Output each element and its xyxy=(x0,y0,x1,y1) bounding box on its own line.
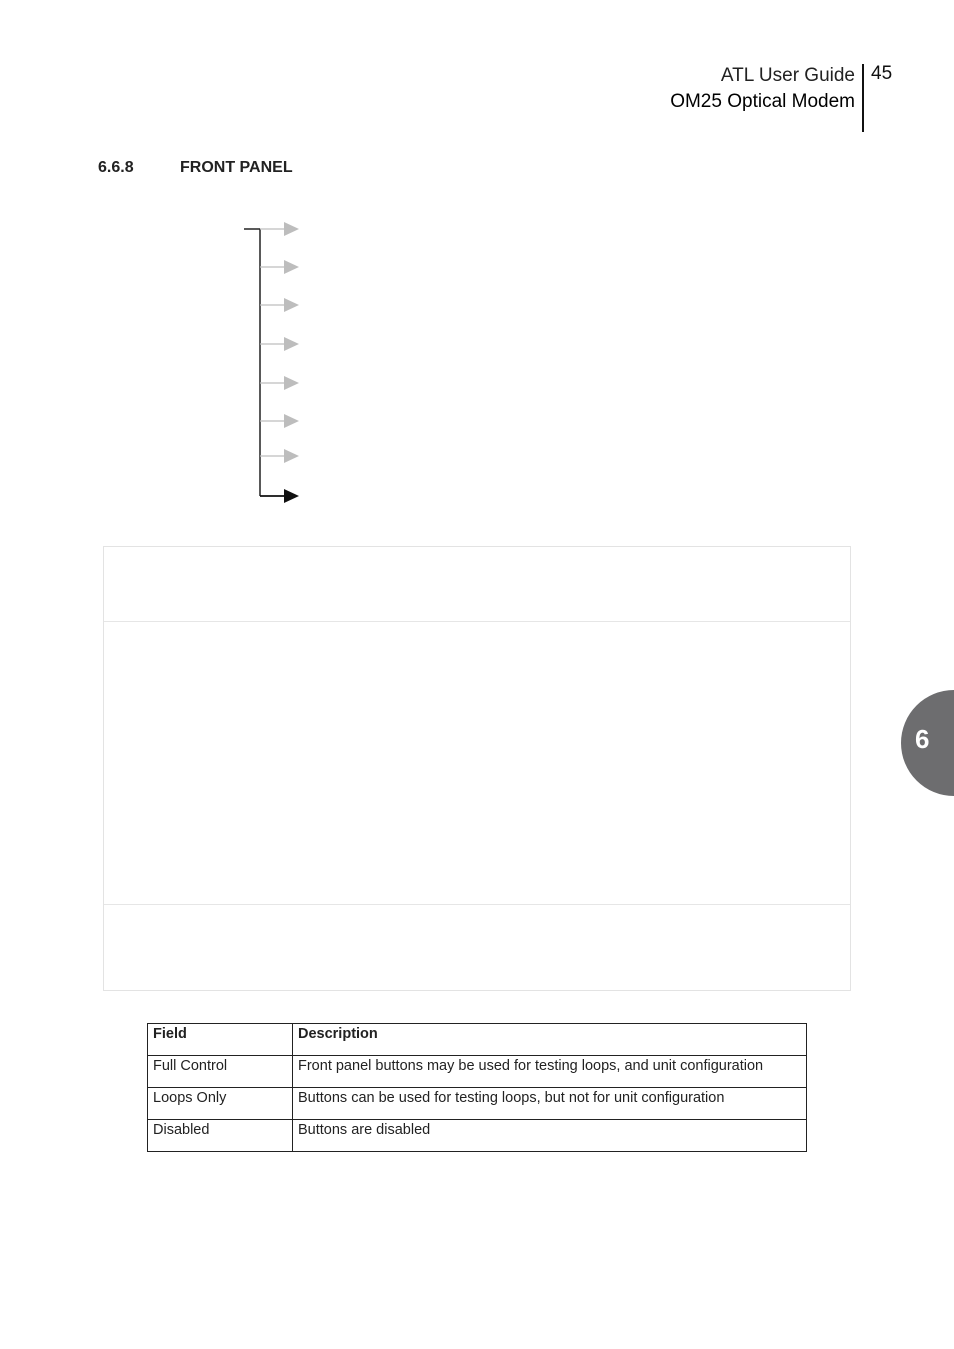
section-title: FRONT PANEL xyxy=(180,159,293,176)
field-cell: Full Control xyxy=(148,1056,293,1088)
page-number: 45 xyxy=(871,63,893,84)
menu-tree-diagram xyxy=(0,0,320,520)
table-row xyxy=(148,1088,807,1120)
field-description-table xyxy=(147,1023,807,1152)
description-cell: Buttons can be used for testing loops, but not for unit configuration xyxy=(293,1088,807,1120)
menu-branch-arrow-7 xyxy=(260,449,299,463)
chapter-tab-number: 6 xyxy=(915,724,930,754)
column-header-field: Field xyxy=(148,1024,293,1056)
menu-branch-arrow-2 xyxy=(260,260,299,274)
menu-branch-arrow-3 xyxy=(260,298,299,312)
chapter-tab xyxy=(901,690,954,796)
menu-branch-arrow-1 xyxy=(260,222,299,236)
header-divider xyxy=(862,64,864,132)
field-cell: Loops Only xyxy=(148,1088,293,1120)
field-cell: Disabled xyxy=(148,1120,293,1152)
section-number: 6.6.8 xyxy=(98,159,134,176)
table-row xyxy=(148,1056,807,1088)
header-product-title: OM25 Optical Modem xyxy=(670,91,855,112)
frame-divider xyxy=(104,904,850,905)
description-cell: Buttons are disabled xyxy=(293,1120,807,1152)
column-header-description: Description xyxy=(293,1024,807,1056)
menu-branch-arrow-6 xyxy=(260,414,299,428)
header-guide-title: ATL User Guide xyxy=(720,65,855,86)
menu-branch-arrow-4 xyxy=(260,337,299,351)
table-header-row xyxy=(148,1024,807,1056)
screenshot-placeholder-frame xyxy=(103,546,851,991)
description-cell: Front panel buttons may be used for testing loops, and unit configuration xyxy=(293,1056,807,1088)
table-row xyxy=(148,1120,807,1152)
frame-divider xyxy=(104,621,850,622)
menu-branch-arrow-active xyxy=(260,489,299,503)
menu-branch-arrow-5 xyxy=(260,376,299,390)
